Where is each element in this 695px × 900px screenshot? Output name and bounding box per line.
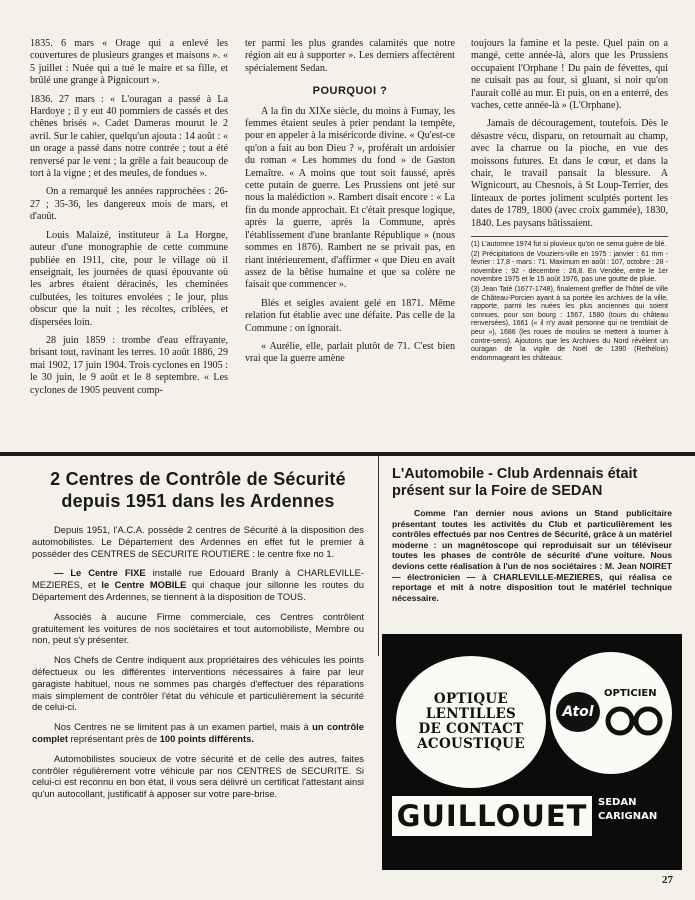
ad-service: OPTIQUE [433,691,509,707]
brand-disc [550,652,672,774]
paragraph: « Aurélie, elle, parlait plutôt de 71. C'est bien vrai que la guerre amène [245,340,455,365]
paragraph: 1835. 6 mars « Orage qui a enlevé les couvertures de plusieurs granges et maisons ». « 5 juillet : Nuée qui a tué le maire et sa fille, et brûlé une grange à Pignicourt ». [30,38,228,87]
opticien-label: OPTICIEN [604,688,657,699]
paragraph: Associés à aucune Firme commerciale, ces Centres contrôlent gratuitement les voitures de nos sociétaires et tout automobiliste, Membre ou non, peut s'y présenter. [32,610,364,646]
atol-logo: Atol [556,692,600,732]
paragraph: ter parmi les plus grandes calamités que notre région ait eu à supporter ». Les derniers affectèrent spécialement Sedan. [245,38,455,74]
paragraph [32,721,364,745]
title-line: 2 Centres de Contrôle de Sécurité [50,469,346,489]
optician-advertisement [382,634,682,870]
glasses-logo-icon [604,704,666,738]
article-title [32,468,364,512]
paragraph: toujours la famine et la peste. Quel pain on a mangé, cette année-là, alors que les Prussiens occupaient l'Orphane ! Du pain de févettes, qui ne cuisait pas au four, si gluant, si noir qu'on l'aurait collé au mur. Et puis, on en a enterré, des vaches, cette année-là » (L'Orphane). [471,38,668,112]
column-1 [30,38,228,403]
bold-text: 100 points différents. [159,732,254,744]
footnote: (3) Jean Taté (1677-1748), finalement greffier de l'hôtel de ville de Château-Porcien ayant à sa portée les archives de la ville, rapporte, parmi les nuées les plus anciennes qui soient connues, pour son bourg : 1567, 1580 (tours du château renversées), 1661 (« il n'y avait personne qui ne tremblait de peur »), 1686 (les roues de moulins se mettent à tourner à contre-sens). Ajoutons que les Archives du Nord révèlent un ouragan de la vigile de Noël de 1390 (Rethélois) endommageant les châteaux. [471,286,668,362]
paragraph: Louis Malaizé, instituteur à La Horgne, auteur d'une monographie de cette commune publiée en 1911, cite, pour le village où il enseignait, les journées de quasi épouvante où les arbres étaient déracinés, les cheminées culbutées, les toitures envolées ; le jour, plus obscur que la nuit ; les récoltes, criblées, et dispersées loin. [30,229,228,328]
security-centres-article [32,464,364,808]
paragraph: 28 juin 1859 : trombe d'eau effrayante, brisant tout, ravinant les terres. 10 août 1886, 29 mai 1902, 17 juin 1904. Trois cyclones en 1905 : le 30 juin, le 9 août et le 8 septembre. « Les cyclones de 1905 peuvent comp- [30,334,228,396]
ad-service: LENTILLES [425,706,517,722]
bold-text: — Le Centre FIXE [54,567,146,579]
text: installé rue Edouard Branly à CHARLEVILLE-MEZIERES, et [32,567,364,591]
page-number: 27 [662,874,673,886]
paragraph: Comme l'an dernier nous avions un Stand publicitaire présentant toutes les activités du Club et particulièrement les contrôles effectués par nos Centres de Sécurité, grâce à un matériel moderne : un magnétoscope qui reproduisait sur un téléviseur toutes les phases de contrôle de sécurité d'une voiture. Nous devions cette réalisation à l'un de nos sociétaires : M. Jean NOIRET — électronicien — à CHARLEVILLE-MEZIERES, qui réalisa ce reportage et mit à notre disposition tout le matériel technique nécessaire. [392,508,672,603]
bold-text: un contrôle complet [32,721,364,744]
paragraph: Nos Chefs de Centre indiquent aux propriétaires des véhicules les points défectueux ou les différentes interventions nécessaires à faire par leur garagiste habituel, nous ne sommes pas chargés d'effectuer des réparations mais simplement de contrôler l'état du véhicule et particulièrement la sécurité de celui-ci. [32,654,364,713]
footnote: (2) Précipitations de Vouziers-ville en 1975 : janvier : 61 mm - février : 17,8 - mars : 71. Maximum en août : 107, octobre : 28 - novembre : 92 - décembre : 26,8. En Vendée, entre le 1er novembre 1975 et le 15 août 1976, pas une goutte de pluie. [471,250,668,284]
column-3 [471,38,668,364]
shop-locations [598,796,678,824]
title-line: présent sur la Foire de SEDAN [392,483,603,499]
city: SEDAN [598,797,637,808]
ad-service: DE CONTACT [418,721,524,737]
title-line: depuis 1951 dans les Ardennes [61,491,335,511]
paragraph: Automobilistes soucieux de votre sécurité et de celle des autres, faites contrôler régulièrement votre véhicule par nos CENTRES de SECURITE. Si celui-ci est reconnu en bon état, il vous sera délivré un certificat l'attestant ainsi qu'un autocollant, justificatif à apposer sur votre pare-brise. [32,752,364,800]
city: CARIGNAN [598,811,658,822]
section-divider [0,452,695,456]
text: Nos Centres ne se limitent pas à un examen partiel, mais à [54,721,313,733]
column-divider [378,456,379,656]
footnotes [471,236,668,363]
paragraph: 1836. 27 mars : « L'ouragan a passé à La Hardoye ; il y eut 40 pommiers de cassés et des chênes brisés ». Cadet Dameras mourut le 2 avril. Sur le cahier, quelqu'un ajouta : 14 août : « un orage a passé dans notre contrée ; tout a été renversé par le vent ; la grêle a fait beaucoup de tort à la vigne ; et des meules, de fondues ». [30,93,228,180]
text: représentant près de [67,732,160,744]
text: qui chaque jour sillonne les routes du Département des Ardennes, se tiennent à la disposition de TOUS. [32,579,365,602]
footnote: (1) L'automne 1974 fut si pluvieux qu'on ne sema guère de blé. [471,241,667,249]
bold-text: le Centre MOBILE [101,579,187,591]
club-fair-article [392,464,672,603]
services-oval [396,656,546,788]
title-line: L'Automobile - Club Ardennais était [392,466,638,482]
paragraph: A la fin du XIXe siècle, du moins à Fumay, les femmes étaient seules à prier pendant la tempête, pour en appeler à la miséricorde divine. « Qu'est-ce qu'on a fait au bon Dieu ? », proférait un ardoisier du roman « Les hommes du fond » de Gaston Lemaître. « A moins que tout soit faussé, après cette putain de guerre. Les Prussiens ont jeté sur nous la malédiction ». Rambert disait encore : « La fin du monde approchait. Et c'était presque logique, après la guerre, après la Commune, après l'établissement d'une branlante République » (nous sommes en 1876). Rambert ne se privait pas, en riant intérieurement, d'affirmer « que Dieu en avait assez de la bêtise humaine et que sa colère ne faisait que commencer ». [245,105,455,291]
paragraph: On a remarqué les années rapprochées : 26-27 ; 35-36, les dangereux mois de mars, et d'août. [30,186,228,223]
column-2 [245,38,455,372]
shop-name: GUILLOUET [396,799,588,833]
paragraph [32,567,364,602]
paragraph: Depuis 1951, l'A.C.A. possède 2 centres de Sécurité à la disposition des automobilistes. Le Département des Ardennes en effet fut le premier à posséder des CENTRES de SECURITE ROUTIERE : le centre fixe no 1. [32,524,364,559]
article-title [392,466,672,500]
section-heading: POURQUOI ? [312,85,388,98]
paragraph: Blés et seigles avaient gelé en 1871. Même relation fut établie avec une défaite. Pas celle de la Commune : on ignorait. [245,297,455,334]
history-article [30,38,668,448]
ad-service: ACOUSTIQUE [417,736,525,752]
paragraph: Jamais de découragement, toutefois. Dès le désastre vécu, disparu, on retournait au champ, avec la charrue ou la pioche, en vue des moissons futures. Et dans le cœur, et dans la chair, le travail pansait la blessure. A Wignicourt, au Chesnois, à St Loup-Terrier, des linteaux de portes joliment sculptés portent les dates de 1789, 1800 (avec croix gammée), 1830, 1840. Les paysans bâtissaient. [471,118,668,229]
